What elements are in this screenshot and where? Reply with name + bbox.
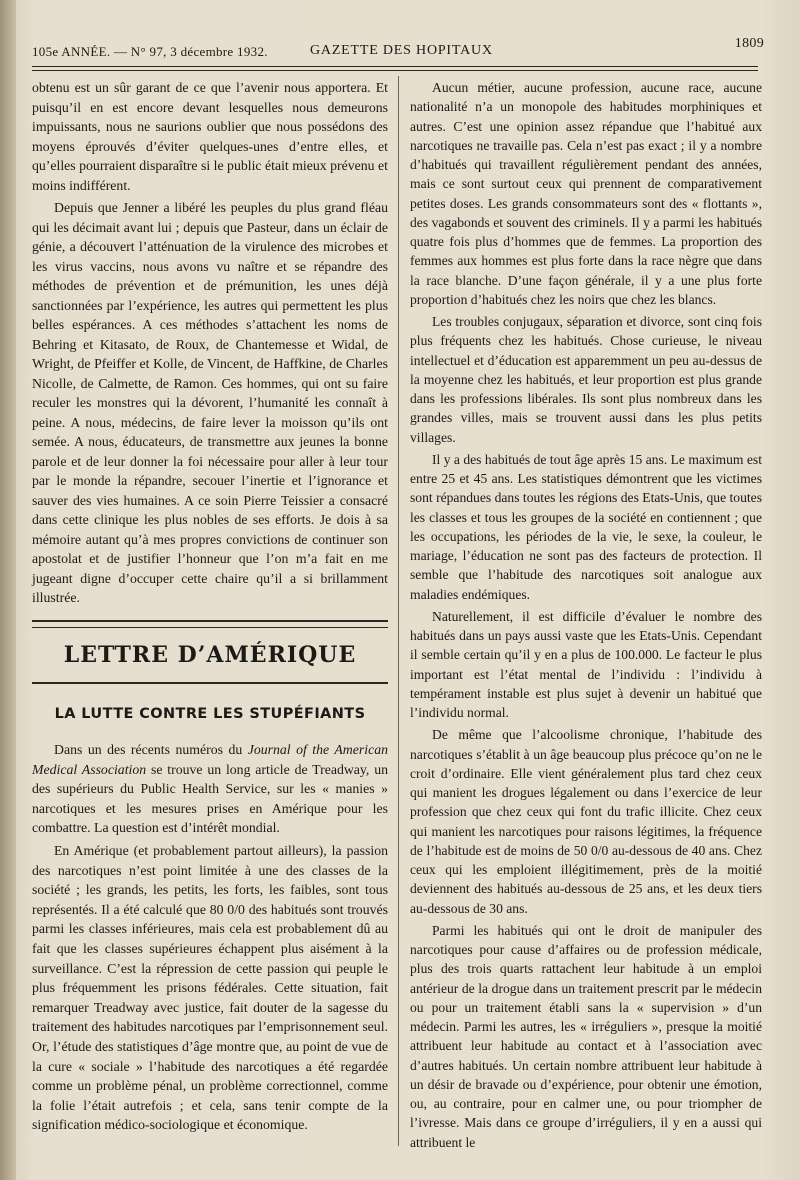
text-run: Dans un des récents numéros du xyxy=(54,742,248,757)
paragraph xyxy=(32,740,388,838)
paragraph: Il y a des habitués de tout âge après 15 ans. Le maximum est entre 25 et 45 ans. Les statistiques démontrent que les victimes sont répandues dans toutes les régions des Etats-Unis, que toutes les classes et tous les groupes de la société en contiennent ; que les occupations, les périodes de la vie, le sexe, la couleur, le mariage, l’éducation ne sont pas des facteurs de protection. Il semble que l’habitude des narcotiques soit analogue aux maladies endémiques. xyxy=(410,451,762,602)
page-binding-edge xyxy=(0,0,16,1180)
page-header xyxy=(32,36,764,62)
publication-title: GAZETTE DES HOPITAUX xyxy=(310,43,493,58)
paragraph: Depuis que Jenner a libéré les peuples du plus grand fléau qui les décimait avant lui ; depuis que Pasteur, dans un éclair de génie, a découvert l’atténuation de la virulence des microbes et les virus vaccins, nous avons vu naître et se répandre des méthodes de prévention et de prémunition, les unes déjà sanctionnées par l’expérience, les autres qui permettent les plus belles espérances. A ces méthodes s’attachent les noms de Behring et Kitasato, de Roux, de Chantemesse et Widal, de Wright, de Pfeiffer et Kolle, de Vincent, de Haffkine, de Charles Nicolle, de Calmette, de Ramon. Ces hommes, qui ont su faire reculer les monstres qui la dévorent, l’humanité les connaît à peine. A nous, médecins, de faire lever la moisson qu’ils ont semée. A nous, éducateurs, de transmettre aux jeunes la bonne parole et de leur donner la foi nécessaire pour aller à leur tour par le monde la répandre, secouer l’inertie et l’ignorance et sauver des vies humaines. A ce soin Pierre Teissier a consacré dans cette clinique les plus nobles de ses efforts. Je dois à sa mémoire autant qu’à mes propres convictions de continuer son apostolat et de justifier l’honneur que l’on m’a fait en me jugeant digne d’occuper cette chaire qu’il a si brillamment illustrée. xyxy=(32,200,388,605)
title-underline xyxy=(32,682,388,684)
text-run: se trouve un long article de Treadway, un des supérieurs du Public Health Service, sur les « manies » narcotiques et les mesures prises en Amérique pour les combattre. La question est d’intérêt mondial. xyxy=(32,761,388,836)
section-title: LETTRE D’AMÉRIQUE xyxy=(63,642,357,668)
header-rule xyxy=(32,66,758,67)
section-separator xyxy=(32,620,388,628)
paragraph: obtenu est un sûr garant de ce que l’avenir nous apportera. Et puisqu’il en est encore devant lesquelles nous demeurons impuissants, nous ne saurions oublier que nous possédons des moyens éprouvés d’éviter quelques-unes d’entre elles, et qu’elles pourraient disparaître si le public était mieux prévenu et moins indifférent. xyxy=(32,80,388,193)
header-rule-thin xyxy=(32,70,758,71)
left-column-article xyxy=(32,740,388,1138)
article-title: LA LUTTE CONTRE LES STUPÉFIANTS xyxy=(54,706,366,722)
paragraph: En Amérique (et probablement partout ailleurs), la passion des narcotiques n’est point limitée à une des classes de la société ; les grands, les petits, les forts, les faibles, sont tous représentés. Il a été calculé que 80 0/0 des habitués sont trouvés parmi les classes inférieures, mais cela est probablement dû au fait que les classes supérieures échappent plus aisément à la surveillance. C’est la répression de cette passion qui peuple le plus fréquemment les prisons fédérales. Cette situation, fait remarquer Treadway avec justice, fait douter de la sagesse du traitement des habitudes narcotiques par l’emprisonnement seul. Or, l’étude des statistiques d’âge montre que, au point de vue de la cure « sociale » l’habitude des narcotiques a été regardée comme un problème pénal, un problème correctionnel, comme la folie l’était autrefois ; et cela, sans tenir compte de la signification médico-sociologique et économique. xyxy=(32,842,388,1133)
paragraph: Les troubles conjugaux, séparation et divorce, sont cinq fois plus fréquents chez les habitués. Chose curieuse, le niveau intellectuel et d’éducation est apparemment un peu au-dessus de la moyenne chez les habitués, et leur proportion est plus grande dans les professions libérales. Ils sont plus nombreux dans les grandes villes, mais se trouvent aussi dans les plus petits villages. xyxy=(410,314,762,445)
left-column-top xyxy=(32,78,388,611)
column-divider xyxy=(398,76,399,1146)
right-column xyxy=(410,78,762,1155)
issue-info: 105e ANNÉE. — N° 97, 3 décembre 1932. xyxy=(32,44,268,59)
page-number: 1809 xyxy=(734,36,764,51)
paragraph: Parmi les habitués qui ont le droit de manipuler des narcotiques pour cause d’affaires ou de profession médicale, plus des trois quarts rattachent leur habitude à un emploi antérieur de la drogue dans un traitement prescrit par le médecin ou pour un traitement établi sans la « supervision » d’un médecin. Parmi les autres, les « irréguliers », presque la moitié attribuent leur habitude au contact et à l’association avec d’autres habitués. Un certain nombre attribuent leur habitude à un désir de bravade ou d’expérience, pour obtenir une émotion, ou, au contraire, pour en calmer une, ou pour triompher de l’ivresse. Mais dans ce groupe d’irréguliers, il y en a aussi qui attribuent le xyxy=(410,922,762,1150)
paragraph: Naturellement, il est difficile d’évaluer le nombre des habitués dans un pays aussi vaste que les Etats-Unis. Cependant il semble certain qu’il y en a plus de 100.000. Le facteur le plus important est l’état mental de l’individu : l’individu à tempérament instable est plus sujet à devenir un habitué que l’individu normal. xyxy=(410,608,762,720)
journal-name: Journal of the American Medical Association xyxy=(32,742,388,777)
paragraph: De même que l’alcoolisme chronique, l’habitude des narcotiques s’établit à un âge beaucoup plus précoce qu’on ne le croit d’ordinaire. Elle vient généralement plus tard chez ceux qui manient les drogues légalement ou dans l’exercice de leur profession que chez ceux qui font du trafic illicite. Chez ceux qui manient les narcotiques pour raisons légitimes, la fréquence de l’habitude est de moins de 50 0/0 au-dessous de 40 ans. Chez ceux qui les emploient illégitimement, près de la moitié deviennent des habitués au-dessous de 25 ans, et les deux tiers au-dessous de 30 ans. xyxy=(410,727,762,916)
paragraph: Aucun métier, aucune profession, aucune race, aucune nationalité n’a un monopole des habitudes morphiniques et autres. C’est une opinion assez répandue que l’habitué aux narcotiques ne travaille pas. Cela n’est pas exact ; il y a nombre d’habitués qui travaillent régulièrement pendant des années, mais ce sont surtout ceux qui prennent de comparativement petites doses. Les grands consommateurs sont des « flottants », des vagabonds et souvent des criminels. Il y a parmi les habitués quatre fois plus d’hommes que de femmes. La proportion des femmes aux hommes est plus forte dans la race nègre que dans la race blanche. D’une façon générale, il y a une plus forte proportion d’habitués chez les noirs que chez les blancs. xyxy=(410,80,762,307)
